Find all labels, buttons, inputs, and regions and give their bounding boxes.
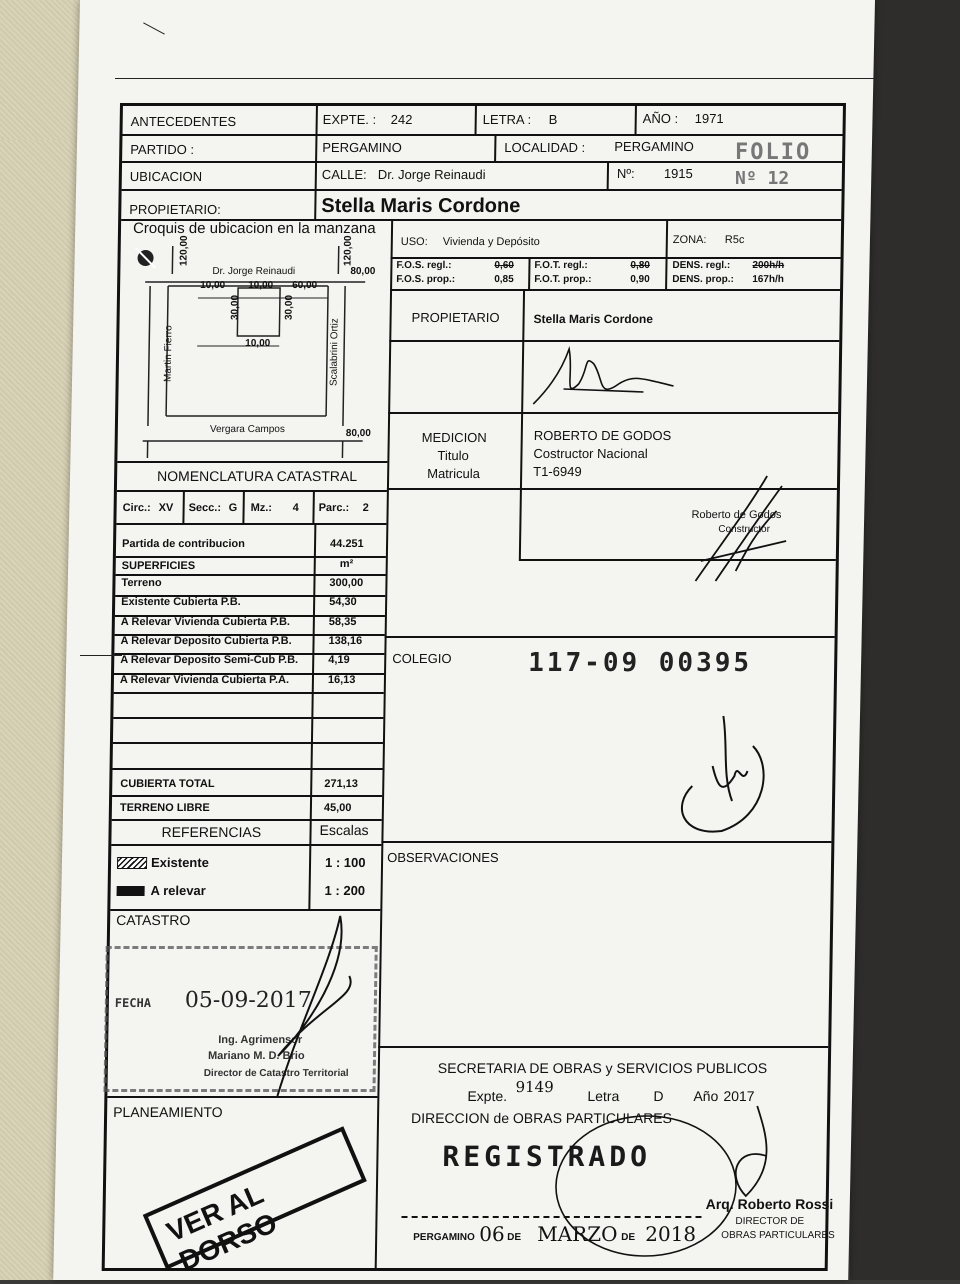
propietario-signature — [523, 344, 684, 414]
secretaria-letra-label: Letra — [587, 1088, 619, 1104]
partido-label: PARTIDO : — [130, 142, 194, 157]
ubicacion-label: UBICACION — [130, 169, 202, 184]
dim-10-c: 10,00 — [245, 338, 270, 349]
matricula-label: Matricula — [427, 466, 480, 481]
street-bottom: Vergara Campos — [210, 424, 285, 435]
superficie-label: A Relevar Vivienda Cubierta P.A. — [120, 674, 289, 686]
localidad-label: LOCALIDAD : — [504, 140, 585, 155]
propietario-value: Stella Maris Cordone — [321, 195, 520, 218]
superficie-row-line — [114, 692, 384, 694]
nomenclatura-title: NOMENCLATURA CATASTRAL — [157, 468, 357, 484]
superficie-empty-row — [113, 742, 383, 744]
catastro-label: CATASTRO — [116, 912, 190, 928]
parc-value: 2 — [363, 502, 369, 514]
medicion-stamp-title: Constructor — [718, 524, 770, 535]
escalas-title: Escalas — [319, 822, 368, 838]
fos-prop-label: F.O.S. prop.: — [396, 274, 455, 285]
medicion-titulo: Costructor Nacional — [533, 446, 647, 461]
dim-30-a: 30,00 — [230, 295, 241, 320]
dens-regl-label: DENS. regl.: — [672, 260, 730, 271]
existente-swatch — [117, 857, 147, 869]
superficie-label: A Relevar Deposito Cubierta P.B. — [120, 635, 291, 647]
anio-label: AÑO : — [643, 111, 679, 126]
superficie-label: A Relevar Vivienda Cubierta P.B. — [121, 616, 290, 628]
expte-value: 242 — [391, 112, 413, 127]
lugar-label: PERGAMINO — [413, 1232, 475, 1243]
calle-value: Dr. Jorge Reinaudi — [378, 167, 486, 182]
fecha-de2: DE — [621, 1232, 635, 1243]
superficie-empty-row — [113, 717, 383, 719]
numero-label: Nº: — [617, 166, 635, 181]
dens-prop-value: 167h/h — [752, 274, 784, 285]
titulo-label: Titulo — [437, 448, 469, 463]
superficie-label: Existente Cubierta P.B. — [121, 596, 241, 608]
mz-value: 4 — [293, 502, 299, 514]
margin-mark-left — [80, 655, 122, 656]
anio-value: 1971 — [695, 111, 724, 126]
colegio-signature — [651, 706, 803, 846]
secretaria-expte-label: Expte. — [467, 1088, 507, 1104]
propietario-box-name: Stella Maris Cordone — [533, 312, 653, 326]
relevar-swatch — [117, 886, 145, 896]
secc-value: G — [229, 502, 238, 514]
dim-80-bottom: 80,00 — [346, 428, 371, 439]
medicion-signature — [685, 471, 797, 591]
superficie-value: 138,16 — [328, 635, 362, 647]
fos-prop-value: 0,85 — [494, 274, 514, 285]
propietario-box-label: PROPIETARIO — [412, 310, 500, 325]
cubierta-total-label: CUBIERTA TOTAL — [120, 778, 215, 790]
secretaria-title: SECRETARIA DE OBRAS y SERVICIOS PUBLICOS — [438, 1060, 768, 1076]
planeamiento-label: PLANEAMIENTO — [113, 1104, 223, 1120]
ver-al-dorso-text: VER AL DORSO — [162, 1139, 369, 1278]
cubierta-total-value: 271,13 — [324, 778, 358, 790]
fecha-anio: 2018 — [645, 1222, 696, 1246]
signature-line — [401, 1216, 701, 1218]
circ-label: Circ.: — [123, 502, 151, 514]
superficie-label: Terreno — [121, 577, 161, 589]
medicion-label: MEDICION — [422, 430, 487, 445]
form-frame — [102, 103, 846, 1271]
antecedentes-label: ANTECEDENTES — [131, 114, 237, 129]
street-right: Scalabrini Ortiz — [329, 318, 341, 386]
fecha-de1: DE — [507, 1232, 521, 1243]
director-line1: DIRECTOR DE — [735, 1216, 804, 1227]
folio-number: Nº 12 — [735, 168, 789, 189]
fot-prop-value: 0,90 — [630, 274, 650, 285]
superficie-empty-row — [113, 768, 383, 770]
uso-label: USO: — [401, 236, 428, 248]
secretaria-expte-value: 9149 — [515, 1078, 553, 1096]
referencias-title: REFERENCIAS — [161, 824, 261, 840]
propietario-label: PROPIETARIO: — [129, 202, 221, 217]
registrado-stamp: REGISTRADO — [442, 1140, 651, 1173]
catastro-signature — [237, 906, 370, 1106]
mz-label: Mz.: — [251, 502, 273, 514]
folio-stamp: FOLIO — [735, 140, 811, 165]
catastro-line1: Ing. Agrimensor — [218, 1034, 302, 1046]
escala-1: 1 : 100 — [325, 855, 366, 870]
catastro-line3: Director de Catastro Territorial — [204, 1068, 349, 1079]
fot-regl-label: F.O.T. regl.: — [534, 260, 588, 271]
terreno-libre-value: 45,00 — [324, 802, 352, 814]
secretaria-anio-value: 2017 — [723, 1088, 754, 1104]
existente-label: Existente — [151, 855, 209, 870]
escala-2: 1 : 200 — [325, 883, 366, 898]
secc-label: Secc.: — [189, 502, 222, 514]
superficie-value: 54,30 — [329, 596, 357, 608]
dim-60: 60,00 — [292, 280, 317, 291]
dens-prop-label: DENS. prop.: — [672, 274, 734, 285]
dim-120-right: 120,00 — [342, 235, 353, 266]
direccion-label: DIRECCION de OBRAS PARTICULARES — [411, 1110, 672, 1126]
partida-value: 44.251 — [330, 538, 364, 550]
secretaria-anio-label: Año — [693, 1088, 718, 1104]
partido-value: PERGAMINO — [322, 140, 402, 155]
fos-regl-label: F.O.S. regl.: — [396, 260, 451, 271]
fecha-dia: 06 — [479, 1222, 505, 1246]
fecha-mes: MARZO — [537, 1222, 618, 1246]
fot-prop-label: F.O.T. prop.: — [534, 274, 591, 285]
superficie-label: A Relevar Deposito Semi-Cub P.B. — [120, 654, 298, 666]
medicion-stamp-name: Roberto de Godos — [691, 509, 781, 521]
fos-regl-value: 0,60 — [494, 260, 514, 271]
dim-30-b: 30,00 — [284, 295, 295, 320]
catastro-fecha: 05-09-2017 — [185, 988, 312, 1013]
dens-regl-value: 200h/h — [752, 260, 784, 271]
dim-80-top: 80,00 — [350, 266, 375, 277]
superficie-value: 16,13 — [328, 674, 356, 686]
secretaria-letra-value: D — [653, 1088, 663, 1104]
colegio-stamp: 117-09 00395 — [528, 648, 752, 678]
superficie-value: 58,35 — [329, 616, 357, 628]
parc-label: Parc.: — [319, 502, 350, 514]
medicion-matricula: T1-6949 — [533, 464, 582, 479]
circ-value: XV — [159, 502, 174, 514]
dim-10-b: 10,00 — [248, 280, 273, 291]
partida-label: Partida de contribucion — [122, 538, 245, 550]
superficies-title: SUPERFICIES — [122, 560, 196, 572]
top-rule — [115, 78, 875, 79]
catastro-fecha-label: FECHA — [115, 996, 151, 1010]
expte-label: EXPTE. : — [323, 112, 377, 127]
street-left: Martin Fierro — [163, 325, 175, 382]
localidad-value: PERGAMINO — [614, 139, 694, 154]
catastro-line2: Mariano M. D. Brio — [208, 1050, 305, 1062]
medicion-name: ROBERTO DE GODOS — [534, 428, 672, 443]
uso-value: Vivienda y Depósito — [443, 236, 540, 248]
calle-label: CALLE: — [322, 167, 367, 182]
director-line2: OBRAS PARTICULARES — [721, 1230, 835, 1241]
superficie-value: 300,00 — [329, 577, 363, 589]
dim-10-a: 10,00 — [200, 280, 225, 291]
colegio-label: COLEGIO — [392, 651, 451, 666]
relevar-label: A relevar — [151, 883, 206, 898]
ver-al-dorso-stamp — [143, 1126, 367, 1269]
croquis-title: Croquis de ubicacion en la manzana — [133, 220, 376, 237]
terreno-libre-label: TERRENO LIBRE — [120, 802, 210, 814]
street-top: Dr. Jorge Reinaudi — [212, 266, 295, 277]
zona-label: ZONA: — [673, 234, 707, 246]
fot-regl-value: 0,80 — [630, 260, 650, 271]
arq-name: Arq. Roberto Rossi — [706, 1196, 834, 1212]
observaciones-label: OBSERVACIONES — [387, 850, 499, 865]
letra-value: B — [549, 112, 558, 127]
superficies-unit: m² — [340, 558, 354, 570]
zona-value: R5c — [725, 234, 745, 246]
numero-value: 1915 — [664, 166, 693, 181]
dim-120-left: 120,00 — [178, 235, 189, 266]
letra-label: LETRA : — [483, 112, 532, 127]
superficie-value: 4,19 — [328, 654, 350, 666]
